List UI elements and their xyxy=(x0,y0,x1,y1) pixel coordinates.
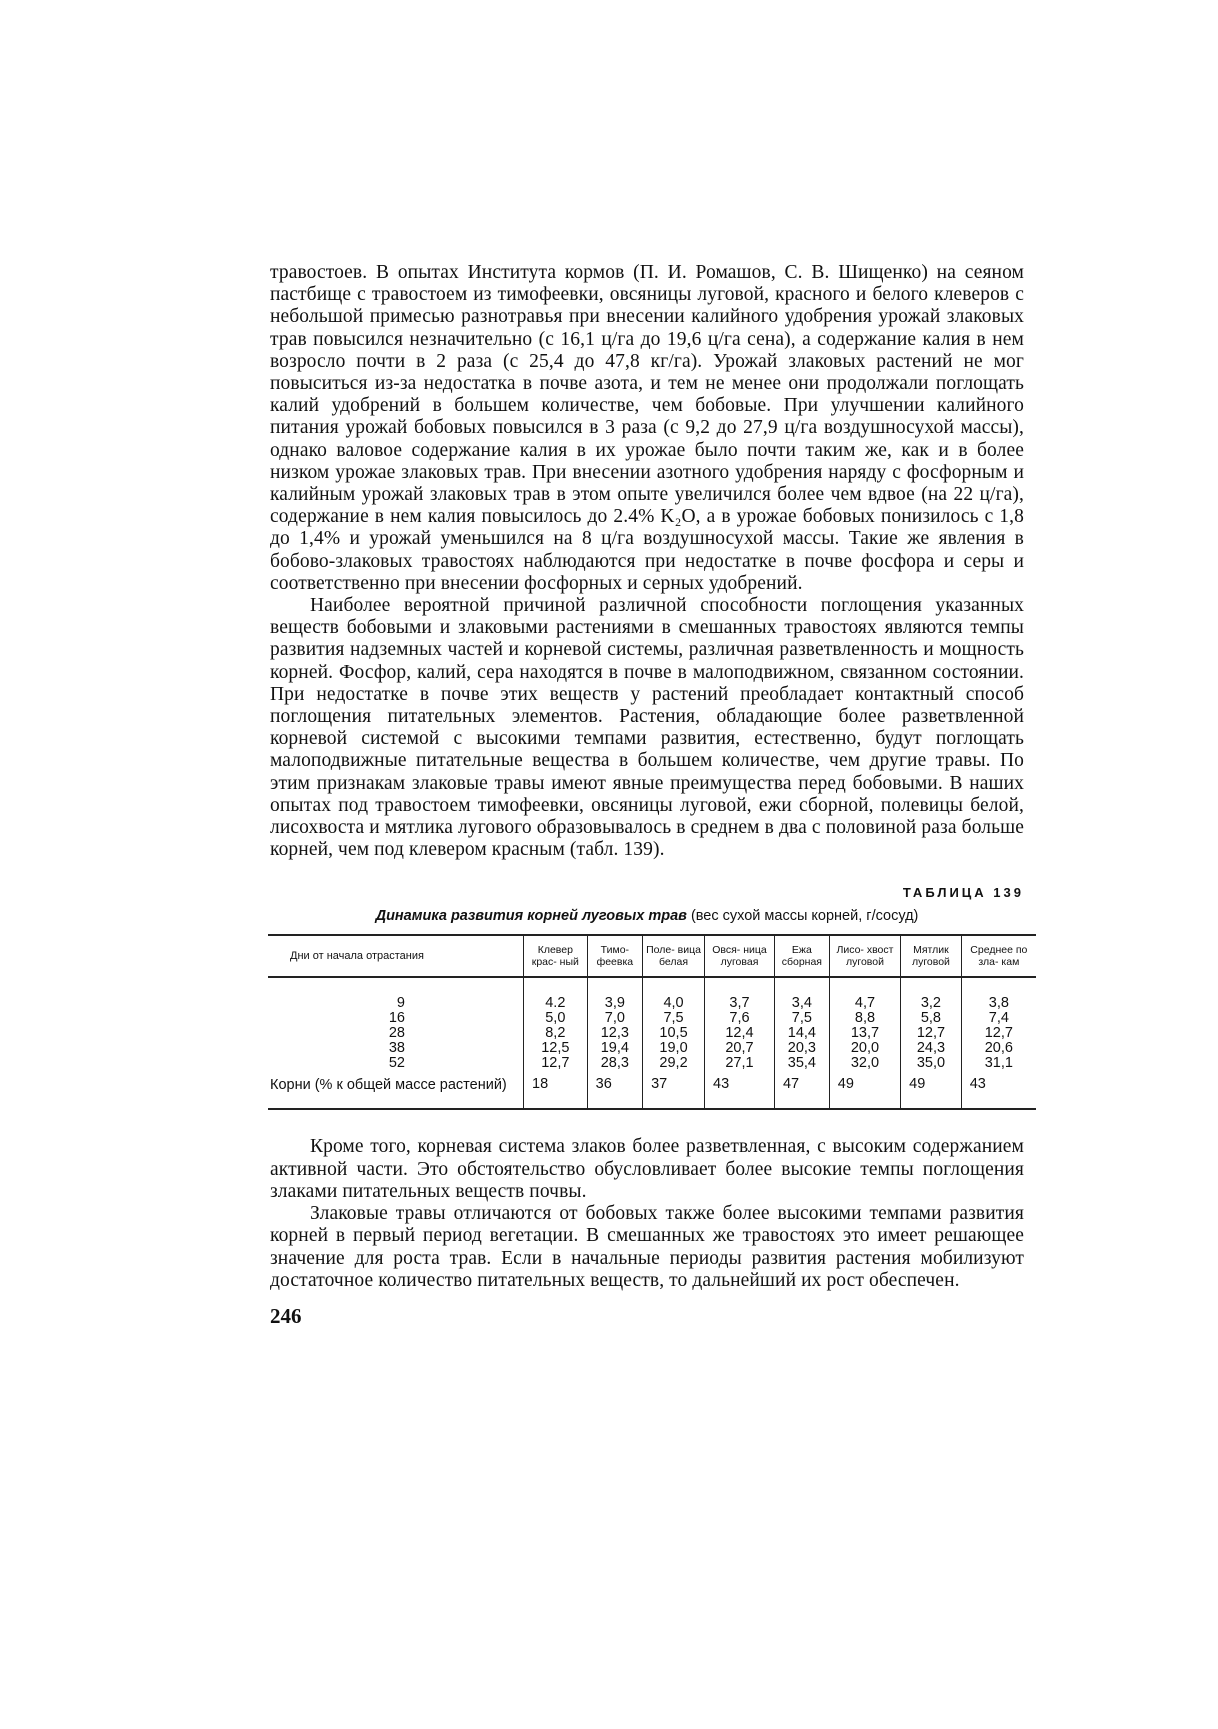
table-cell: 7,6 xyxy=(705,1011,775,1026)
paragraph-3: Кроме того, корневая система злаков более разветвленная, с высоким содержанием активной части. Это обстоятельство обусловливает более высокие темпы поглощения злаками питательных веществ почвы. xyxy=(270,1136,1024,1202)
header-cocksfoot: Ежа сборная xyxy=(774,935,829,977)
table-cell: 5,0 xyxy=(524,1011,588,1026)
paragraph-4: Злаковые травы отличаются от бобовых также более высокими темпами развития корней в первый период вегетации. В смешанных же травостоях это имеет решающее значение для роста трав. Если в начальные периоды развития растения мобилизуют достаточное количество питательных веществ, то дальнейший их рост обеспечен. xyxy=(270,1203,1024,1291)
table-cell: 12,7 xyxy=(901,1026,962,1041)
table-cell: 36 xyxy=(587,1071,642,1094)
page-content xyxy=(270,262,1028,1329)
table-cell: 49 xyxy=(901,1071,962,1094)
table-cell: 32,0 xyxy=(829,1056,900,1071)
table-title xyxy=(270,908,1024,924)
roots-percent-label: Корни (% к общей массе растений) xyxy=(270,1077,507,1094)
table-cell: 12,5 xyxy=(524,1041,588,1056)
table-row xyxy=(268,1056,1036,1071)
table-cell: 43 xyxy=(705,1071,775,1094)
day-cell: 52 xyxy=(388,1055,405,1072)
table-cell: 10,5 xyxy=(643,1026,705,1041)
header-grass-average: Среднее по зла- кам xyxy=(961,935,1036,977)
table-cell: 4.2 xyxy=(524,996,588,1011)
table-spacer-row xyxy=(268,977,1036,996)
table-cell: 20,3 xyxy=(774,1041,829,1056)
table-cell: 20,6 xyxy=(961,1041,1036,1056)
table-cell: 7,4 xyxy=(961,1011,1036,1026)
table-cell: 12,4 xyxy=(705,1026,775,1041)
table-cell: 49 xyxy=(829,1071,900,1094)
table-title-units: (вес сухой массы корней, г/сосуд) xyxy=(690,908,919,925)
day-cell: 9 xyxy=(396,995,405,1012)
table-cell: 7,5 xyxy=(774,1011,829,1026)
table-cell: 20,7 xyxy=(705,1041,775,1056)
header-fescue: Овся- ница луговая xyxy=(705,935,775,977)
day-cell: 16 xyxy=(388,1010,405,1027)
table-cell: 47 xyxy=(774,1071,829,1094)
table-cell: 43 xyxy=(961,1071,1036,1094)
header-foxtail: Лисо- хвост луговой xyxy=(829,935,900,977)
header-timothy: Тимо- феевка xyxy=(587,935,642,977)
header-days: Дни от начала отрастания xyxy=(268,935,524,977)
table-cell: 3,2 xyxy=(901,996,962,1011)
table-cell: 4,0 xyxy=(643,996,705,1011)
day-cell: 28 xyxy=(388,1025,405,1042)
table-cell: 8,2 xyxy=(524,1026,588,1041)
paragraph-1: травостоев. В опытах Института кормов (П. И. Ромашов, С. В. Шищенко) на сеяном пастбище с травостоем из тимофеевки, овсяницы луговой, красного и белого клеверов с небольшой примесью разнотравья при внесении калийного удобрения урожай злаковых трав повысился незначительно (с 16,1 ц/га до 19,6 ц/га сена), а содержание калия в нем возросло почти в 2 раза (с 25,4 до 47,8 кг/га). Урожай злаковых растений не мог повыситься из-за недостатка в почве азота, и тем не менее они продолжали поглощать калий удобрений в большем количестве, чем бобовые. При улучшении калийного питания урожай бобовых повысился в 3 раза (с 9,2 до 27,9 ц/га воздушносухой массы), однако валовое содержание калия в их урожае было почти таким же, как и в более низком урожае злаковых трав. При внесении азотного удобрения наряду с фосфорным и калийным урожай злаковых трав в этом опыте увеличился более чем вдвое (на 22 ц/га), содержание в нем калия повысилось до 2.4% K₂O, а в урожае бобовых понизилось с 1,8 до 1,4% и урожай уменьшился на 8 ц/га воздушносухой массы. Такие же явления в бобово-злаковых травостоях наблюдаются при недостатке в почве фосфора и серы и соответственно при внесении фосфорных и серных удобрений. xyxy=(270,262,1024,594)
table-end-row xyxy=(268,1094,1036,1109)
table-cell: 37 xyxy=(643,1071,705,1094)
header-bentgrass: Поле- вица белая xyxy=(643,935,705,977)
table-cell: 35,0 xyxy=(901,1056,962,1071)
table-cell: 4,7 xyxy=(829,996,900,1011)
table-cell: 8,8 xyxy=(829,1011,900,1026)
page-number: 246 xyxy=(270,1303,302,1328)
table-row xyxy=(268,1011,1036,1026)
day-cell: 38 xyxy=(388,1040,405,1057)
table-cell: 12,3 xyxy=(587,1026,642,1041)
table-row xyxy=(268,1026,1036,1041)
table-cell: 19,4 xyxy=(587,1041,642,1056)
table-cell: 19,0 xyxy=(643,1041,705,1056)
table-cell: 14,4 xyxy=(774,1026,829,1041)
table-cell: 13,7 xyxy=(829,1026,900,1041)
table-cell: 24,3 xyxy=(901,1041,962,1056)
header-bluegrass: Мятлик луговой xyxy=(901,935,962,977)
table-row xyxy=(268,1041,1036,1056)
table-title-main: Динамика развития корней луговых трав xyxy=(375,908,687,925)
table-cell: 20,0 xyxy=(829,1041,900,1056)
table-cell: 3,9 xyxy=(587,996,642,1011)
table-row xyxy=(268,996,1036,1011)
table-cell: 29,2 xyxy=(643,1056,705,1071)
table-cell: 5,8 xyxy=(901,1011,962,1026)
table-cell: 3,7 xyxy=(705,996,775,1011)
header-red-clover: Клевер крас- ный xyxy=(524,935,588,977)
table-cell: 28,3 xyxy=(587,1056,642,1071)
root-dynamics-table xyxy=(268,934,1036,1110)
table-cell: 35,4 xyxy=(774,1056,829,1071)
table-cell: 7,0 xyxy=(587,1011,642,1026)
table-cell: 3,4 xyxy=(774,996,829,1011)
roots-percent-row xyxy=(268,1071,1036,1094)
table-cell: 31,1 xyxy=(961,1056,1036,1071)
paragraph-2: Наиболее вероятной причиной различной способности поглощения указанных веществ бобовыми и злаковыми растениями в смешанных травостоях являются темпы развития надземных частей и корневой системы, различная разветвленность и мощность корней. Фосфор, калий, сера находятся в почве в малоподвижном, связанном состоянии. При недостатке в почве этих веществ у растений преобладает контактный способ поглощения питательных элементов. Растения, обладающие более разветвленной корневой системой с высокими темпами развития, естественно, будут поглощать малоподвижные питательные вещества в большем количестве, чем другие травы. По этим признакам злаковые травы имеют явные преимущества перед бобовыми. В наших опытах под травостоем тимофеевки, овсяницы луговой, ежи сборной, полевицы белой, лисохвоста и мятлика лугового образовывалось в среднем в два с половиной раза больше корней, чем под клевером красным (табл. 139). xyxy=(270,595,1024,861)
table-header-row xyxy=(268,935,1036,977)
table-cell: 12,7 xyxy=(524,1056,588,1071)
table-cell: 12,7 xyxy=(961,1026,1036,1041)
table-cell: 3,8 xyxy=(961,996,1036,1011)
table-label: ТАБЛИЦА 139 xyxy=(902,885,1024,901)
table-cell: 7,5 xyxy=(643,1011,705,1026)
table-cell: 27,1 xyxy=(705,1056,775,1071)
table-cell: 18 xyxy=(524,1071,588,1094)
